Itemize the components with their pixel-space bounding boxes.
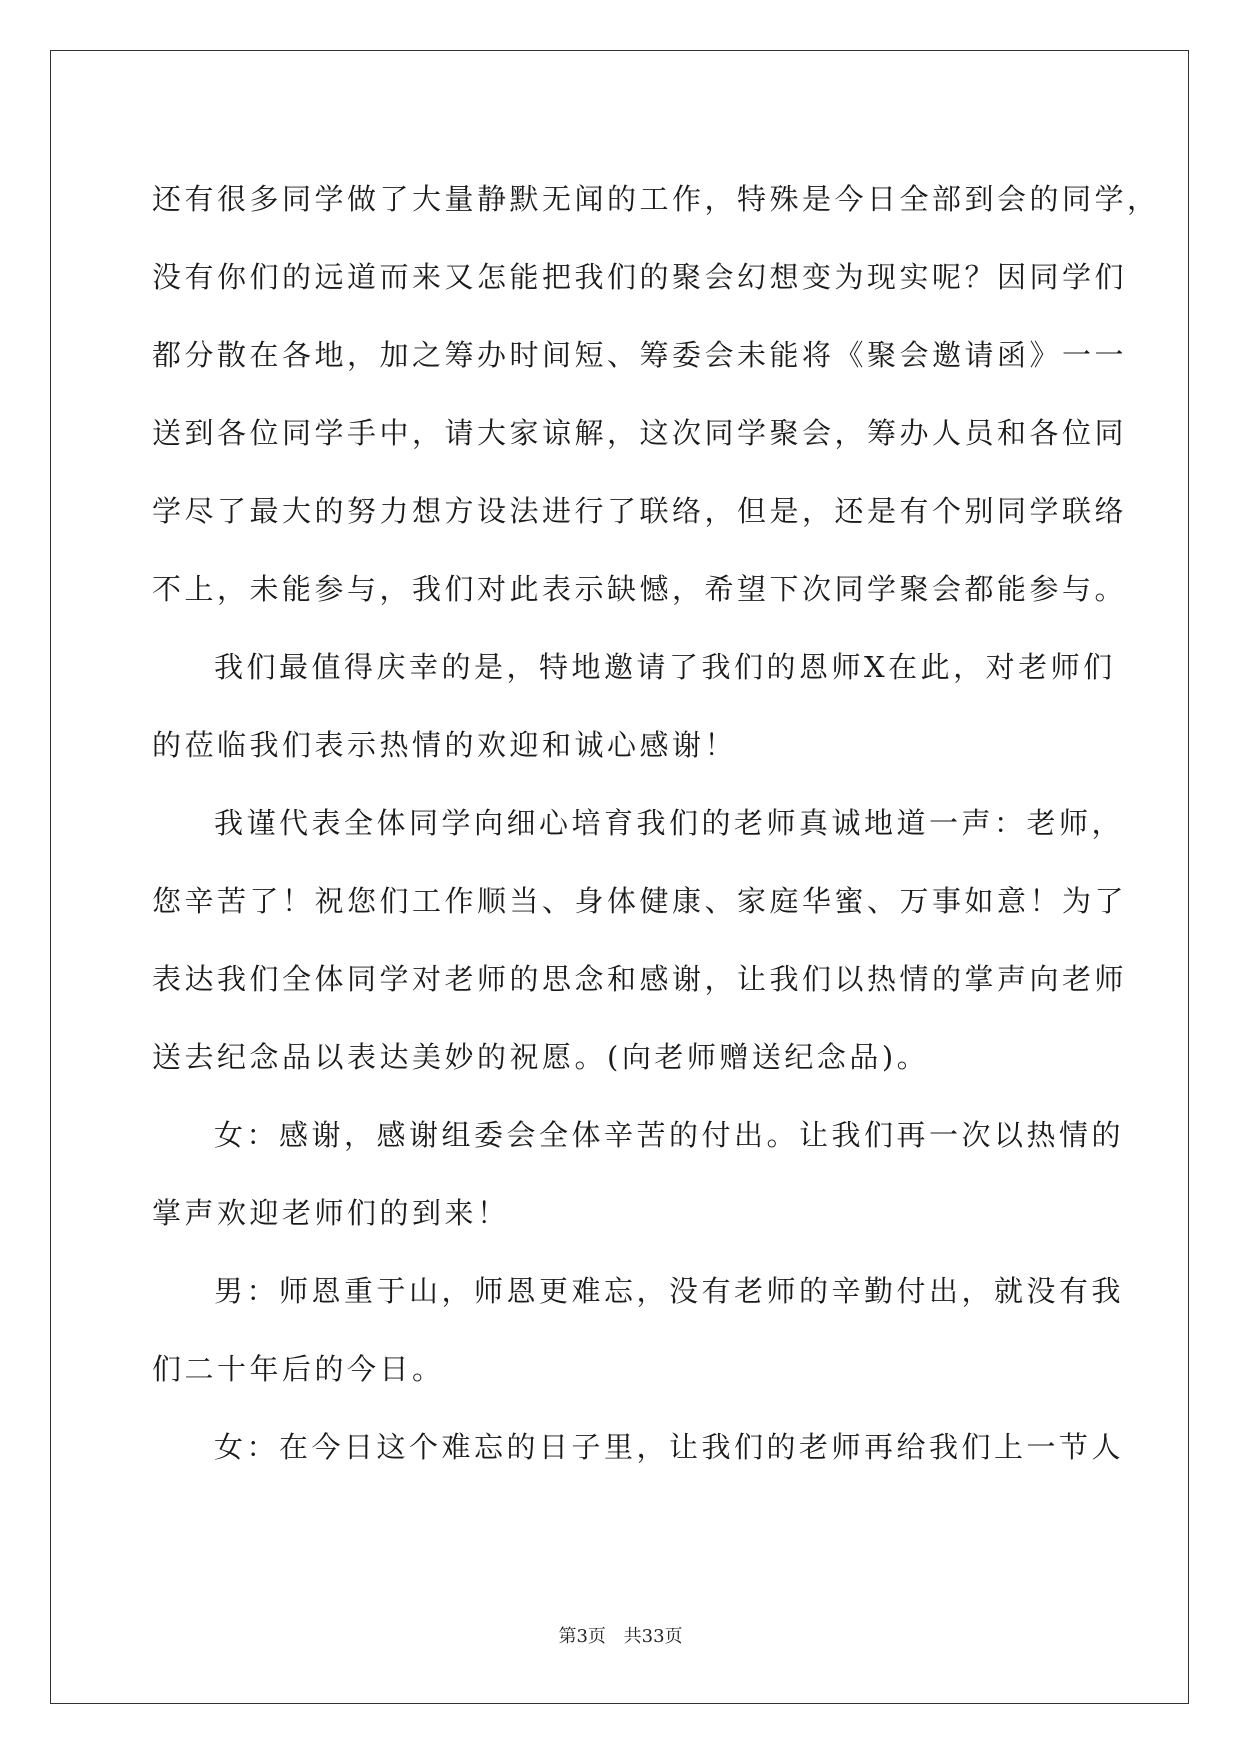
page-footer (0, 1622, 1241, 1648)
paragraph-first-line: 男：师恩重于山，师恩更难忘，没有老师的辛勤付出，就没有我 (214, 1274, 1125, 1308)
paragraph-first-line: 女：感谢，感谢组委会全体辛苦的付出。让我们再一次以热情的 (214, 1118, 1125, 1152)
paragraph-first-line: 女：在今日这个难忘的日子里，让我们的老师再给我们上一节人 (214, 1430, 1125, 1464)
text-line: 还有很多同学做了大量静默无闻的工作，特殊是今日全部到会的同学， (152, 182, 1160, 216)
text-line: 学尽了最大的努力想方设法进行了联络，但是，还是有个别同学联络 (152, 494, 1128, 528)
text-line: 表达我们全体同学对老师的思念和感谢，让我们以热情的掌声向老师 (152, 962, 1128, 996)
text-line: 都分散在各地，加之筹办时间短、筹委会未能将《聚会邀请函》一一 (152, 338, 1128, 372)
text-line: 送去纪念品以表达美妙的祝愿。(向老师赠送纪念品)。 (152, 1040, 930, 1074)
paragraph-first-line: 我谨代表全体同学向细心培育我们的老师真诚地道一声：老师， (214, 806, 1125, 840)
text-line: 掌声欢迎老师们的到来！ (152, 1196, 510, 1230)
text-line: 送到各位同学手中，请大家谅解，这次同学聚会，筹办人员和各位同 (152, 416, 1128, 450)
text-line: 不上，未能参与，我们对此表示缺憾，希望下次同学聚会都能参与。 (152, 572, 1128, 606)
text-line: 您辛苦了！祝您们工作顺当、身体健康、家庭华蜜、万事如意！为了 (152, 884, 1128, 918)
text-line: 的莅临我们表示热情的欢迎和诚心感谢！ (152, 728, 738, 762)
paragraph-first-line: 我们最值得庆幸的是，特地邀请了我们的恩师X在此，对老师们 (214, 650, 1116, 684)
text-line: 没有你们的远道而来又怎能把我们的聚会幻想变为现实呢？因同学们 (152, 260, 1128, 294)
document-body (152, 160, 1160, 1486)
page-total: 共33页 (623, 1626, 683, 1647)
page-number: 第3页 (558, 1626, 606, 1647)
text-line: 们二十年后的今日。 (152, 1352, 445, 1386)
